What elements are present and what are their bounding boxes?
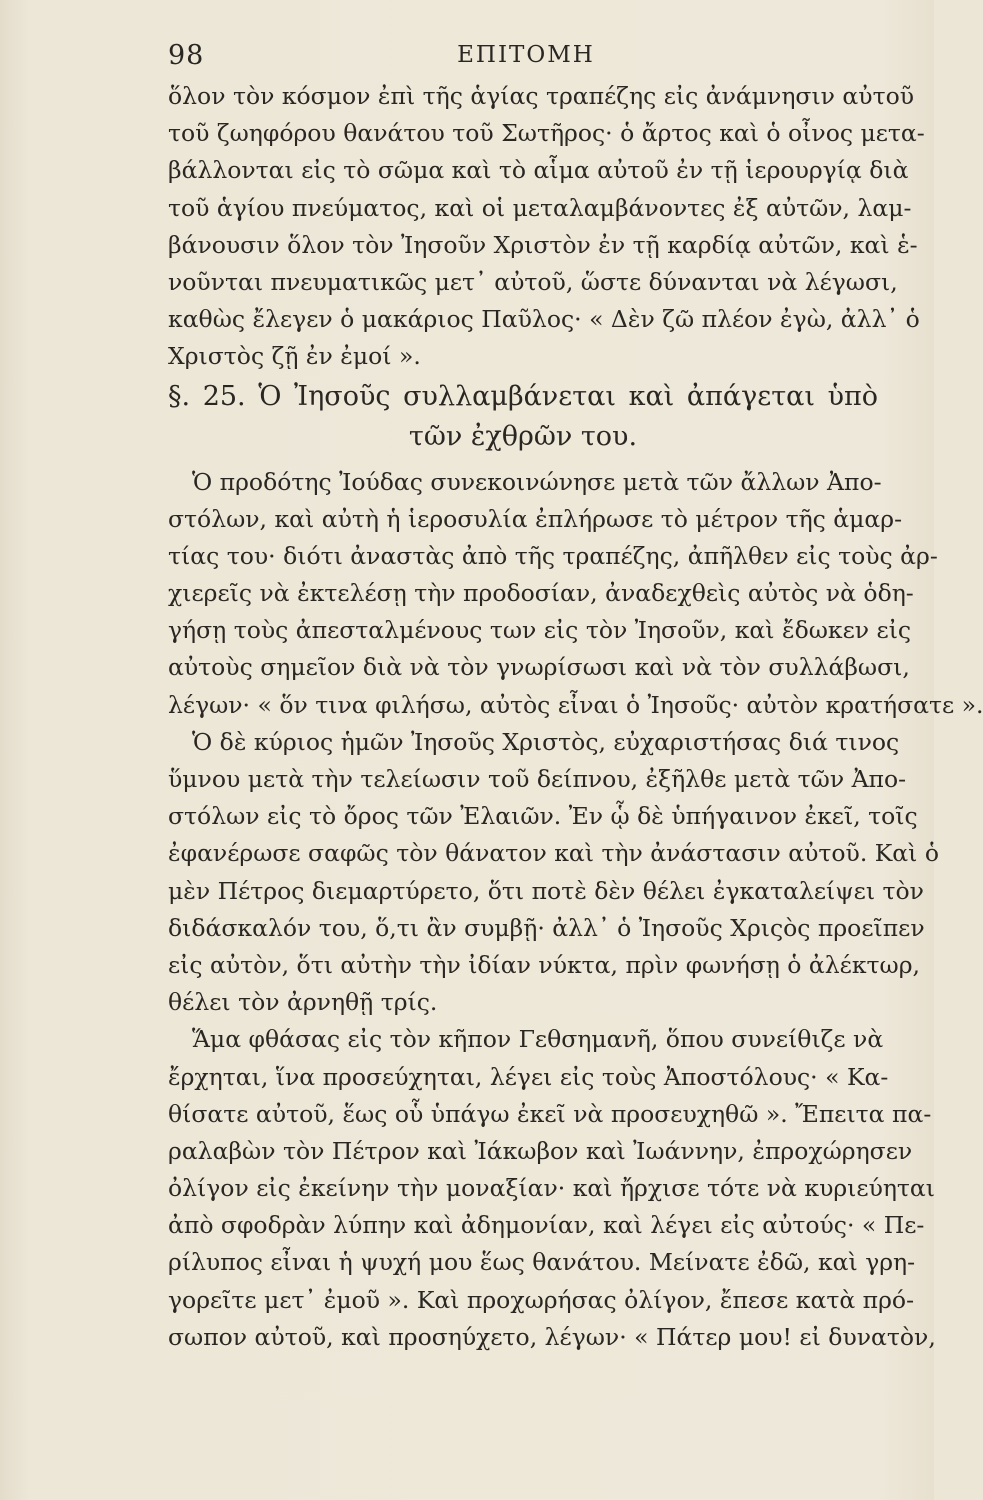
page-number: 98 [168,40,205,71]
paragraph [168,1021,936,1356]
body-text [168,78,983,1356]
text-line: θίσατε αὐτοῦ, ἕως οὗ ὑπάγω ἐκεῖ νὰ προσευχηθῶ ». Ἔπειτα πα- [168,1099,932,1128]
text-line: ὕμνου μετὰ τὴν τελείωσιν τοῦ δείπνου, ἐξῆλθε μετὰ τῶν Ἀπο- [168,765,907,793]
text-line: βάνουσιν ὅλον τὸν Ἰησοῦν Χριστὸν ἐν τῇ καρδίᾳ αὐτῶν, καὶ ἑ- [168,230,918,259]
text-line: τίας του· διότι ἀναστὰς ἀπὸ τῆς τραπέζης, ἀπῆλθεν εἰς τοὺς ἀρ- [168,541,938,570]
section-heading [168,376,878,456]
text-line: ἀπὸ σφοδρὰν λύπην καὶ ἀδημονίαν, καὶ λέγει εἰς αὐτούς· « Πε- [168,1211,925,1240]
text-line: Ὁ δὲ κύριος ἡμῶν Ἰησοῦς Χριστὸς, εὐχαριστήσας διά τινος [192,727,900,756]
text-line: στόλων, καὶ αὐτὴ ἡ ἱεροσυλία ἐπλήρωσε τὸ μέτρον τῆς ἁμαρ- [168,504,903,533]
text-line: αὐτοὺς σημεῖον διὰ νὰ τὸν γνωρίσωσι καὶ νὰ τὸν συλλάβωσι, [168,653,910,682]
text-line: σωπον αὐτοῦ, καὶ προσηύχετο, λέγων· « Πάτερ μου! εἰ δυνατὸν, [168,1322,936,1351]
text-line: θέλει τὸν ἀρνηθῇ τρίς. [168,988,438,1017]
spacer [168,456,878,464]
text-line: ραλαβὼν τὸν Πέτρον καὶ Ἰάκωβον καὶ Ἰωάννην, ἐπροχώρησεν [168,1136,913,1165]
paragraph [168,464,983,724]
text-line: νοῦνται πνευματικῶς μετ᾽ αὐτοῦ, ὥστε δύνανται νὰ λέγωσι, [168,267,898,296]
text-line: Ὁ προδότης Ἰούδας συνεκοινώνησε μετὰ τῶν ἄλλων Ἀπο- [192,467,882,496]
text-line: βάλλονται εἰς τὸ σῶμα καὶ τὸ αἷμα αὐτοῦ ἐν τῇ ἱερουργίᾳ διὰ [168,156,909,185]
text-line: διδάσκαλόν του, ὅ,τι ἂν συμβῇ· ἀλλ᾽ ὁ Ἰησοῦς Χριςὸς προεῖπεν [168,913,925,942]
paragraph [168,724,940,1022]
text-line: χιερεῖς νὰ ἐκτελέσῃ τὴν προδοσίαν, ἀναδεχθεὶς αὐτὸς νὰ ὁδη- [168,579,914,608]
text-line: γορεῖτε μετ᾽ ἐμοῦ ». Καὶ προχωρήσας ὀλίγον, ἔπεσε κατὰ πρό- [168,1285,915,1314]
text-line: ὀλίγον εἰς ἐκείνην τὴν μοναξίαν· καὶ ἤρχισε τότε νὰ κυριεύηται [168,1174,936,1203]
text-line: λέγων· « ὅν τινα φιλήσω, αὐτὸς εἶναι ὁ Ἰησοῦς· αὐτὸν κρατήσατε ». [168,690,983,719]
section-heading-line: §. 25. Ὁ Ἰησοῦς συλλαμβάνεται καὶ ἀπάγεται ὑπὸ [168,380,878,412]
text-line: γήσῃ τοὺς ἀπεσταλμένους των εἰς τὸν Ἰησοῦν, καὶ ἔδωκεν εἰς [168,616,912,645]
text-line: Ἅμα φθάσας εἰς τὸν κῆπον Γεθσημανῆ, ὅπου συνείθιζε νὰ [192,1025,884,1054]
text-line: στόλων εἰς τὸ ὄρος τῶν Ἐλαιῶν. Ἐν ᾧ δὲ ὑπήγαινον ἐκεῖ, τοῖς [168,802,918,831]
text-line: Χριστὸς ζῇ ἐν ἐμοί ». [168,342,421,371]
text-line: τοῦ ἁγίου πνεύματος, καὶ οἱ μεταλαμβάνοντες ἐξ αὐτῶν, λαμ- [168,193,912,222]
section-heading-line: τῶν ἐχθρῶν του. [408,420,638,452]
text-line: ἔρχηται, ἵνα προσεύχηται, λέγει εἰς τοὺς Ἀποστόλους· « Κα- [168,1062,889,1091]
text-line: τοῦ ζωηφόρου θανάτου τοῦ Σωτῆρος· ὁ ἄρτος καὶ ὁ οἶνος μετα- [168,119,925,148]
continued-paragraph [168,78,925,376]
text-line: μὲν Πέτρος διεμαρτύρετο, ὅτι ποτὲ δὲν θέλει ἐγκαταλείψει τὸν [168,876,924,905]
text-line: ὅλον τὸν κόσμον ἐπὶ τῆς ἁγίας τραπέζης εἰς ἀνάμνησιν αὐτοῦ [168,82,915,110]
text-line: ρίλυπος εἶναι ἡ ψυχή μου ἕως θανάτου. Μείνατε ἐδῶ, καὶ γρη- [168,1248,916,1277]
text-line: ἐφανέρωσε σαφῶς τὸν θάνατον καὶ τὴν ἀνάστασιν αὐτοῦ. Καὶ ὁ [168,839,940,868]
page-header [168,40,884,80]
text-line: εἰς αὐτὸν, ὅτι αὐτὴν τὴν ἰδίαν νύκτα, πρὶν φωνήσῃ ὁ ἀλέκτωρ, [168,950,920,979]
text-line: καθὼς ἔλεγεν ὁ μακάριος Παῦλος· « Δὲν ζῶ πλέον ἐγὼ, ἀλλ᾽ ὁ [168,305,920,334]
running-head: ΕΠΙΤΟΜΗ [457,42,595,68]
